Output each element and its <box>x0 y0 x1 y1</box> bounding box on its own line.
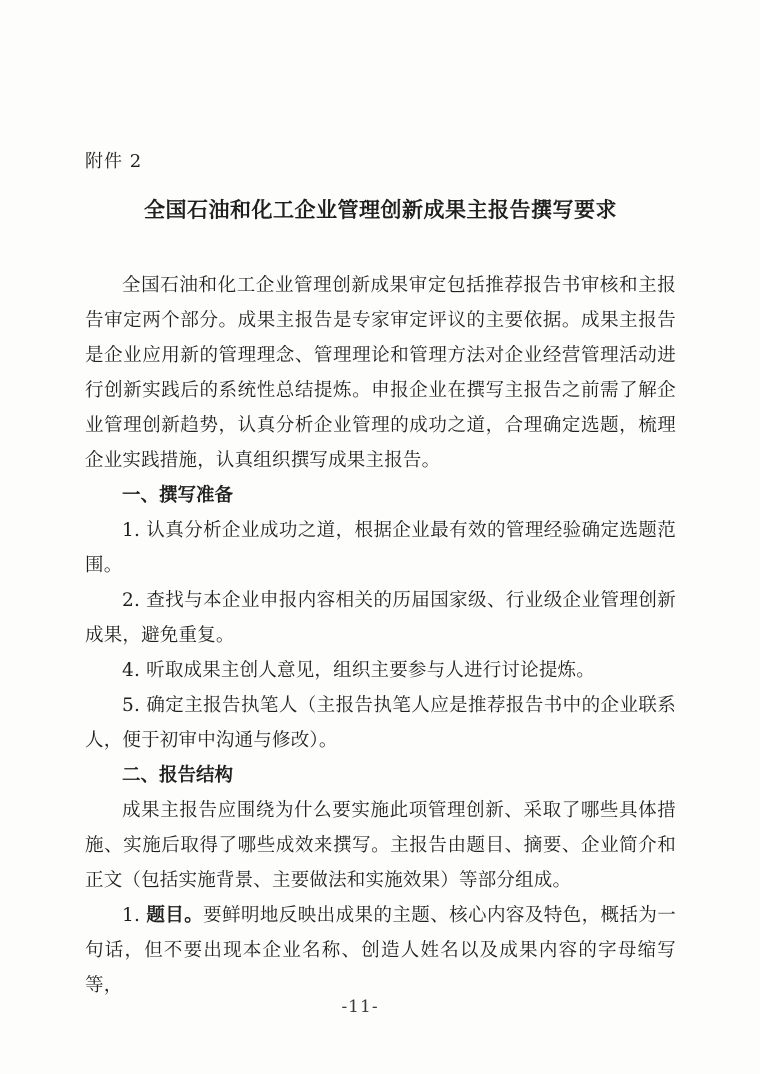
section-2-item-1 <box>85 898 676 1003</box>
intro-paragraph: 全国石油和化工企业管理创新成果审定包括推荐报告书审核和主报告审定两个部分。成果主报告是专家审定评议的主要依据。成果主报告是企业应用新的管理理念、管理理论和管理方法对企业经营管理活动进行创新实践后的系统性总结提炼。申报企业在撰写主报告之前需了解企业管理创新趋势，认真分析企业管理的成功之道，合理确定选题，梳理企业实践措施，认真组织撰写成果主报告。 <box>85 275 676 471</box>
section-1-item-5: 5. 确定主报告执笔人（主报告执笔人应是推荐报告书中的企业联系人，便于初审中沟通与修改）。 <box>85 695 676 751</box>
section-1-item-4: 4. 听取成果主创人意见，组织主要参与人进行讨论提炼。 <box>122 660 595 681</box>
item-term: 题目。 <box>146 905 204 926</box>
document-content <box>85 150 676 1003</box>
attachment-label: 附件 2 <box>85 151 143 172</box>
section-1-heading: 一、撰写准备 <box>122 485 234 506</box>
section-1-item-1: 1. 认真分析企业成功之道，根据企业最有效的管理经验确定选题范围。 <box>85 520 676 576</box>
document-title: 全国石油和化工企业管理创新成果主报告撰写要求 <box>144 198 617 222</box>
item-text: 要鲜明地反映出成果的主题、核心内容及特色，概括为一句话，但不要出现本企业名称、创造人姓名以及成果内容的字母缩写等， <box>85 905 676 996</box>
section-2-intro-paragraph: 成果主报告应围绕为什么要实施此项管理创新、采取了哪些具体措施、实施后取得了哪些成效来撰写。主报告由题目、摘要、企业简介和正文（包括实施背景、主要做法和实施效果）等部分组成。 <box>85 800 676 891</box>
section-2-heading: 二、报告结构 <box>122 765 234 786</box>
item-number: 1. <box>122 905 147 926</box>
section-1-item-2: 2. 查找与本企业申报内容相关的历届国家级、行业级企业管理创新成果，避免重复。 <box>85 590 676 646</box>
page-number: -11- <box>341 997 379 1017</box>
